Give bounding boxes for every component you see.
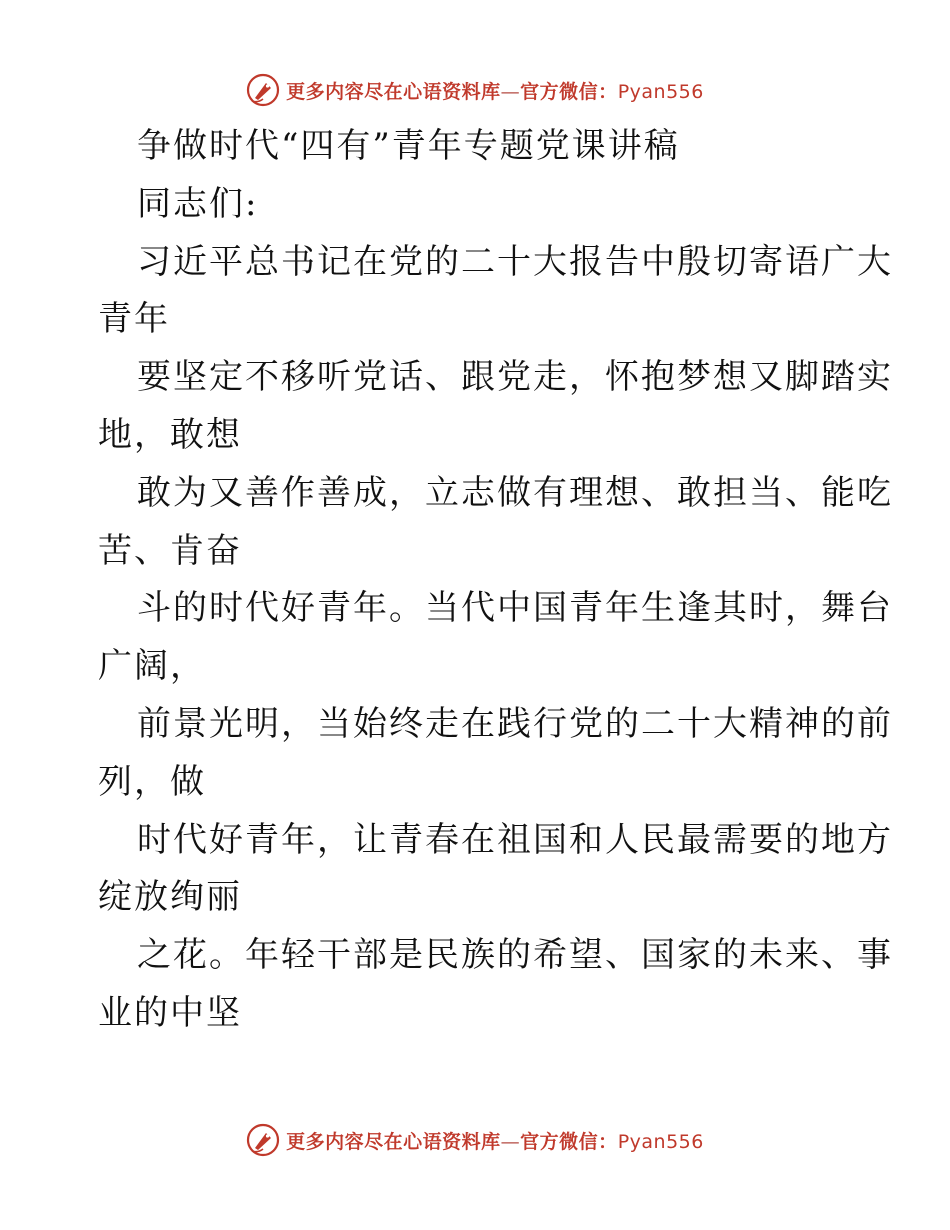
watermark-text: 更多内容尽在心语资料库 [286, 1130, 501, 1153]
watermark-contact-label: 官方微信： [520, 1130, 618, 1153]
paragraph-line: 之花。年轻干部是民族的希望、国家的未来、事 [137, 935, 893, 976]
footer-watermark [0, 1120, 950, 1160]
paragraph-line: 要坚定不移听党话、跟党走，怀抱梦想又脚踏实 [137, 357, 893, 398]
document-body [98, 118, 893, 1043]
paragraph-line: 时代好青年，让青春在祖国和人民最需要的地方 [137, 819, 893, 860]
paragraph-line: 敢为又善作善成，立志做有理想、敢担当、能吃 [137, 472, 893, 513]
watermark-contact-id: Pyan556 [617, 80, 704, 103]
paragraph-line: 青年 [98, 299, 170, 340]
watermark-contact-id: Pyan556 [617, 1130, 704, 1153]
paragraph-line: 地，敢想 [98, 414, 242, 455]
paragraph-line: 绽放绚丽 [98, 877, 242, 918]
watermark-separator: — [500, 80, 521, 103]
header-watermark [0, 70, 950, 110]
paragraph-line: 苦、肯奋 [98, 530, 242, 571]
paragraph-line: 业的中坚 [98, 992, 242, 1033]
paragraph-line: 前景光明，当始终走在践行党的二十大精神的前 [137, 703, 893, 744]
document-title: 争做时代“四有”青年专题党课讲稿 [137, 126, 680, 166]
pen-nib-logo-icon [246, 1123, 280, 1157]
watermark-contact-label: 官方微信： [520, 80, 618, 103]
paragraph-line: 斗的时代好青年。当代中国青年生逢其时，舞台 [137, 588, 893, 629]
paragraph-line: 列，做 [98, 761, 206, 802]
watermark-text: 更多内容尽在心语资料库 [286, 80, 501, 103]
paragraph-line: 习近平总书记在党的二十大报告中殷切寄语广大 [137, 241, 893, 282]
pen-nib-logo-icon [246, 73, 280, 107]
watermark-separator: — [500, 1130, 521, 1153]
paragraph-line: 广阔， [98, 646, 206, 687]
salutation: 同志们: [137, 183, 259, 224]
